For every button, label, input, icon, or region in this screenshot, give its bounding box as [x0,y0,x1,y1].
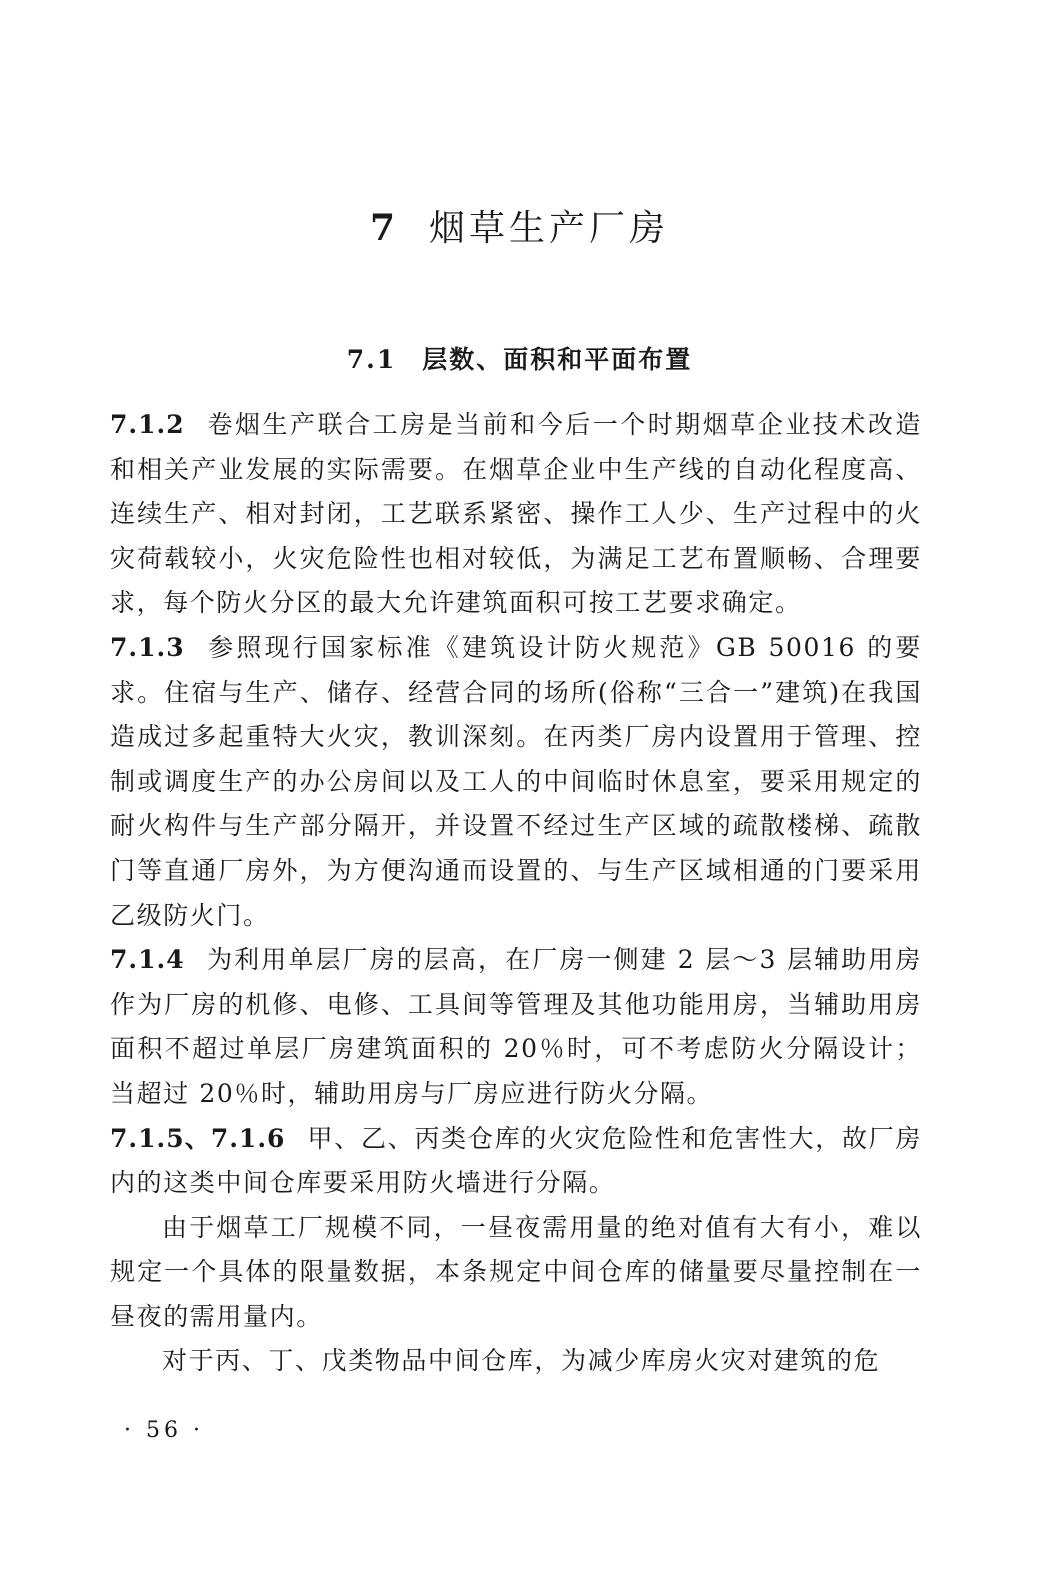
paragraph: 由于烟草工厂规模不同，一昼夜需用量的绝对值有大有小，难以规定一个具体的限量数据，本条规定中间仓库的储量要尽量控制在一昼夜的需用量内。 [110,1212,922,1331]
clause-text: 参照现行国家标准《建筑设计防火规范》GB 50016 的要求。住宿与生产、储存、经营合同的场所(俗称“三合一”建筑)在我国造成过多起重特大火灾，教训深刻。在丙类厂房内设置用于管理、控制或调度生产的办公房间以及工人的中间临时休息室，要采用规定的耐火构件与生产部分隔开，并设置不经过生产区域的疏散楼梯、疏散门等直通厂房外，为方便沟通而设置的、与生产区域相通的门要采用乙级防火门。 [110,632,922,930]
clause-text: 甲、乙、丙类仓库的火灾危险性和危害性大，故厂房内的这类中间仓库要采用防火墙进行分隔。 [110,1123,922,1198]
clause-text: 为利用单层厂房的层高，在厂房一侧建 2 层～3 层辅助用房作为厂房的机修、电修、工具间等管理及其他功能用房，当辅助用房面积不超过单层厂房建筑面积的 20％时，可不考虑防火分隔设计；当超过 20％时，辅助用房与厂房应进行防火分隔。 [110,945,922,1108]
chapter-number: 7 [369,207,400,249]
chapter-title [0,200,1039,251]
clause-text: 卷烟生产联合工房是当前和今后一个时期烟草企业技术改造和相关产业发展的实际需要。在烟草企业中生产线的自动化程度高、连续生产、相对封闭，工艺联系紧密、操作工人少、生产过程中的火灾荷载较小，火灾危险性也相对较低，为满足工艺布置顺畅、合理要求，每个防火分区的最大允许建筑面积可按工艺要求确定。 [110,410,922,618]
body-text [110,403,922,1384]
clause-number: 7.1.4 [110,945,185,975]
chapter-title-text: 烟草生产厂房 [429,208,670,249]
clause-number: 7.1.5、7.1.6 [110,1123,286,1153]
clause-7-1-5-7-1-6 [110,1117,922,1206]
page-number: · 56 · [124,1418,204,1443]
section-title [0,340,1039,376]
clause-7-1-4 [110,938,922,1116]
section-number: 7.1 [346,345,397,374]
paragraph: 对于丙、丁、戊类物品中间仓库，为减少库房火灾对建筑的危 [162,1346,881,1376]
clause-7-1-3 [110,626,922,938]
clause-number: 7.1.2 [110,410,185,439]
clause-number: 7.1.3 [110,632,185,662]
clause-7-1-2 [110,403,922,626]
section-title-text: 层数、面积和平面布置 [422,345,693,374]
